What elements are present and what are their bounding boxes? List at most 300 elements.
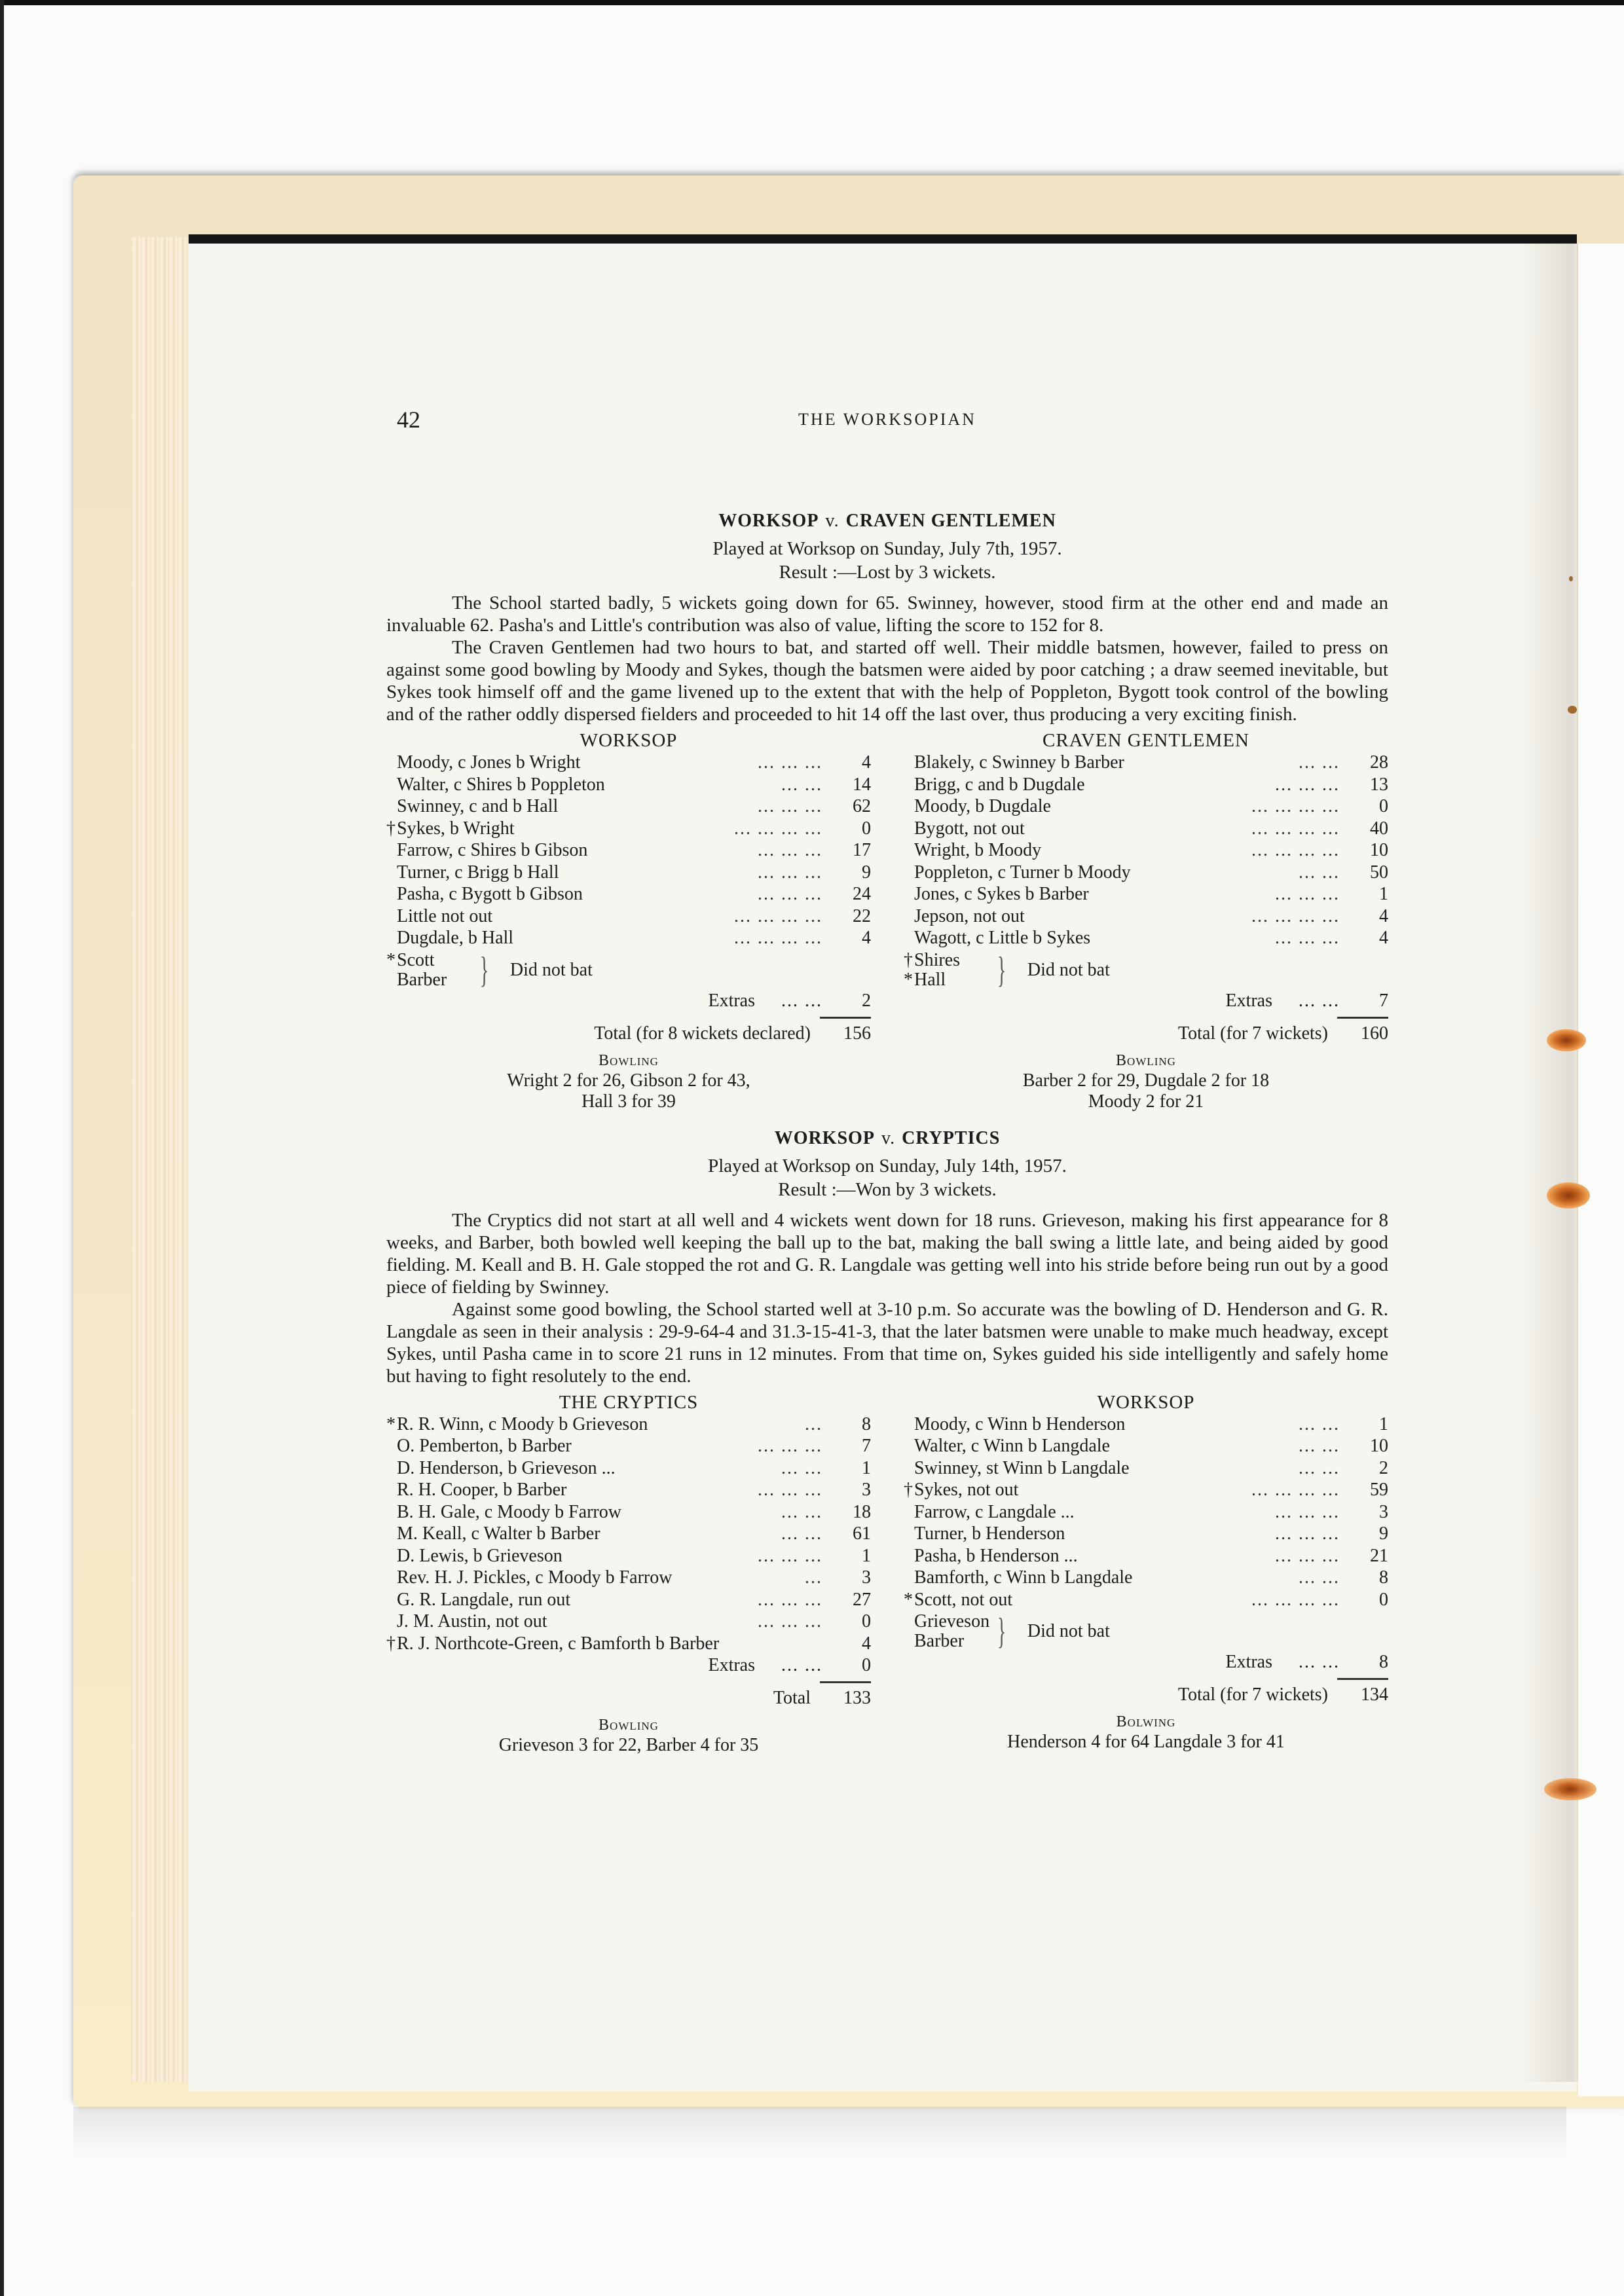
runs-scored: 40: [1370, 818, 1388, 839]
batting-row: [904, 752, 1388, 774]
batsman-text: Jones, c Sykes b Barber: [914, 884, 1089, 904]
bowling-figures: Barber 2 for 29, Dugdale 2 for 18: [1022, 1070, 1270, 1091]
batsman-dismissal: [386, 1523, 781, 1545]
bowling-heading: Bowling: [1116, 1051, 1176, 1069]
leader-dots: ... ...: [1299, 862, 1340, 883]
runs-scored: 62: [853, 796, 871, 816]
runs-scored: 4: [862, 1633, 871, 1654]
scorecards: [386, 1391, 1388, 1757]
leader-dots: ... ...: [781, 990, 822, 1011]
leader-dots: ... ... ... ...: [1251, 1480, 1340, 1500]
batsman-text: Moody, c Winn b Henderson: [914, 1413, 1126, 1434]
leader-dots: ... ... ...: [758, 1480, 822, 1500]
leader-dots: ...: [805, 1413, 822, 1434]
scorecard-craven-gentlemen: [904, 729, 1388, 1112]
extras-value: 8: [1379, 1652, 1388, 1672]
match-title: [386, 1128, 1388, 1149]
leader-dots: ... ... ...: [758, 1545, 822, 1566]
batting-row: [904, 1501, 1388, 1523]
leader-dots: ... ... ...: [758, 840, 822, 860]
batsman-dismissal: [386, 1589, 758, 1611]
batsman-dismissal: [904, 1457, 1299, 1480]
leader-dots: ... ...: [781, 1457, 822, 1478]
leader-dots: ... ... ...: [758, 884, 822, 904]
batting-row: [386, 795, 871, 818]
batting-row: [904, 839, 1388, 862]
batsman-text: Turner, b Henderson: [914, 1523, 1065, 1544]
home-team: WORKSOP: [774, 1127, 875, 1148]
batting-row: [386, 862, 871, 884]
runs-scored: 13: [1370, 774, 1388, 795]
captain-keeper-mark: †: [904, 949, 913, 970]
batsman-dismissal: [904, 862, 1299, 884]
total-label: Total (for 7 wickets): [1178, 1023, 1328, 1044]
batsman-dismissal: [386, 795, 758, 818]
team-heading: THE CRYPTICS: [559, 1391, 699, 1413]
captain-keeper-mark: †: [904, 1480, 913, 1500]
report-paragraph: The Craven Gentlemen had two hours to bat, and started off well. Their middle batsmen, however, failed to press on against some good bowling by Moody and Sykes, though the batsmen were aided by poor catching ; a draw seemed inevitable, but Sykes took himself off and the game livened up to the extent that with the help of Poppleton, Bygott took control of the bowling and of the rather oddly dispersed fielders and proceeded to hit 14 off the last over, thus producing a very exciting finish.: [386, 637, 1388, 725]
captain-keeper-mark: †: [386, 818, 396, 839]
runs-scored: 1: [862, 1545, 871, 1566]
batsman-text: Brigg, c and b Dugdale: [914, 774, 1085, 795]
leader-dots: ... ...: [1299, 1413, 1340, 1434]
batsman-dismissal: [386, 818, 734, 840]
batsman-text: Moody, b Dugdale: [914, 796, 1051, 816]
total-label: Total (for 7 wickets): [1178, 1685, 1328, 1705]
batting-row: [904, 1479, 1388, 1501]
away-team: CRAVEN GENTLEMEN: [845, 511, 1056, 531]
bowling-figures: Wright 2 for 26, Gibson 2 for 43,: [507, 1070, 750, 1091]
facing-page-edge: [1578, 244, 1624, 2096]
leader-dots: ... ... ...: [758, 752, 822, 773]
runs-scored: 1: [862, 1457, 871, 1478]
report-paragraph: The School started badly, 5 wickets going down for 65. Swinney, however, stood firm at the other end and made an invaluable 62. Pasha's and Little's contribution was also of value, lifting the score to 152 for 8.: [386, 592, 1388, 636]
total-rule: [1337, 1017, 1388, 1019]
batting-row: [386, 1567, 871, 1589]
did-not-bat-label: Did not bat: [1027, 959, 1110, 980]
leader-dots: ... ... ... ...: [1251, 840, 1340, 860]
runs-scored: 59: [1370, 1480, 1388, 1500]
batting-row: [386, 774, 871, 796]
batsman-text: Wagott, c Little b Sykes: [914, 928, 1091, 948]
total-row: [386, 1023, 871, 1044]
batsman-text: R. H. Cooper, b Barber: [397, 1480, 567, 1500]
leader-dots: ... ...: [1299, 990, 1340, 1011]
batsman-dismissal: [386, 1413, 805, 1436]
batsman-dismissal: [386, 839, 758, 862]
did-not-bat-player: [904, 949, 993, 970]
bowling-heading: Bowling: [599, 1051, 659, 1069]
batsman-text: Farrow, c Shires b Gibson: [397, 840, 588, 860]
did-not-bat-player: [386, 949, 475, 970]
leader-dots: ... ...: [1299, 752, 1340, 773]
captain-keeper-mark: †: [386, 1633, 396, 1654]
did-not-bat-players: [904, 949, 993, 990]
team-heading: WORKSOP: [1097, 1391, 1195, 1413]
page-number: 42: [397, 407, 420, 433]
away-team: CRYPTICS: [902, 1127, 1001, 1148]
runs-scored: 3: [1379, 1501, 1388, 1522]
leader-dots: ... ... ...: [758, 1611, 822, 1631]
runs-scored: 18: [853, 1501, 871, 1522]
runs-scored: 22: [853, 905, 871, 926]
batting-row: [386, 1435, 871, 1457]
leader-dots: ... ... ...: [1275, 1523, 1340, 1544]
leader-dots: ... ...: [1299, 1436, 1340, 1456]
team-heading: WORKSOP: [580, 730, 678, 751]
batsman-text: Poppleton, c Turner b Moody: [914, 862, 1131, 883]
leader-dots: ... ... ... ...: [1251, 796, 1340, 816]
versus: v.: [881, 1127, 896, 1148]
batting-row: [386, 1611, 871, 1633]
batsman-text: D. Henderson, b Grieveson ...: [397, 1457, 616, 1478]
batting-row: [386, 839, 871, 862]
batsman-dismissal: [904, 927, 1275, 949]
leader-dots: ... ... ... ...: [1251, 1589, 1340, 1610]
extras-value: 2: [862, 990, 871, 1011]
total-rule: [820, 1681, 871, 1683]
batsman-text: R. R. Winn, c Moody b Grieveson: [397, 1413, 648, 1434]
leader-dots: ... ... ...: [758, 796, 822, 816]
batsman-dismissal: [386, 1435, 758, 1457]
batsman-text: Moody, c Jones b Wright: [397, 752, 581, 773]
versus: v.: [825, 511, 840, 531]
batsman-text: Pasha, b Henderson ...: [914, 1545, 1078, 1566]
runs-scored: 17: [853, 840, 871, 860]
foxing-stain: [1547, 1182, 1590, 1209]
player-name: Barber: [397, 969, 447, 990]
captain-keeper-mark: *: [904, 969, 913, 990]
batsman-text: Pasha, c Bygott b Gibson: [397, 884, 583, 904]
runs-scored: 0: [862, 818, 871, 839]
page-gutter: [1519, 244, 1578, 2082]
batsman-dismissal: [904, 1501, 1275, 1523]
did-not-bat-player: [904, 969, 993, 990]
speck: [1569, 576, 1573, 581]
runs-scored: 21: [1370, 1545, 1388, 1566]
brace-icon: }: [997, 949, 1006, 991]
speck: [1568, 706, 1577, 714]
batting-row: [386, 905, 871, 928]
batsman-dismissal: [904, 818, 1251, 840]
batsman-dismissal: [904, 883, 1275, 905]
total-value: 133: [843, 1688, 871, 1708]
extras-value: 7: [1379, 990, 1388, 1011]
scorecard-worksop: [904, 1391, 1388, 1757]
match-title: [386, 511, 1388, 532]
batsman-text: Bamforth, c Winn b Langdale: [914, 1567, 1133, 1588]
batting-row: [386, 1501, 871, 1523]
batsman-dismissal: [904, 795, 1251, 818]
match-result: Result :—Won by 3 wickets.: [778, 1178, 997, 1200]
extras-label: Extras: [708, 1655, 755, 1675]
match-report: [386, 1128, 1388, 1757]
leader-dots: ... ... ...: [758, 1589, 822, 1610]
total-row: [386, 1687, 871, 1709]
leader-dots: ... ... ...: [1275, 774, 1340, 795]
scan-edge-left: [0, 0, 4, 2296]
scorecard-cryptics: [386, 1391, 871, 1757]
batting-row: [386, 818, 871, 840]
leader-dots: ... ...: [1299, 1567, 1340, 1588]
batting-row: [904, 1589, 1388, 1611]
leader-dots: ... ... ... ...: [1251, 905, 1340, 926]
batsman-dismissal: [386, 752, 758, 774]
extras-label: Extras: [1225, 1652, 1272, 1672]
match-report: [386, 511, 1388, 1112]
leader-dots: ... ...: [1299, 1652, 1340, 1672]
runs-scored: 9: [1379, 1523, 1388, 1544]
bowling-figures: Moody 2 for 21: [1088, 1091, 1204, 1112]
total-label: Total (for 8 wickets declared): [594, 1023, 811, 1044]
runs-scored: 4: [1379, 928, 1388, 948]
total-row: [904, 1684, 1388, 1705]
leader-dots: ... ... ...: [1275, 928, 1340, 948]
total-rule: [820, 1017, 871, 1019]
bowling-figures: Henderson 4 for 64 Langdale 3 for 41: [1007, 1732, 1285, 1752]
leader-dots: ... ...: [781, 774, 822, 795]
batting-row: [904, 905, 1388, 928]
extras-value: 0: [862, 1655, 871, 1675]
brace-icon: }: [479, 949, 489, 991]
batsman-text: Little not out: [397, 905, 493, 926]
batsman-text: Wright, b Moody: [914, 840, 1042, 860]
batsman-dismissal: [904, 1567, 1299, 1589]
extras-row: [904, 1651, 1388, 1673]
batsman-text: O. Pemberton, b Barber: [397, 1436, 572, 1456]
foxing-stain: [1547, 1029, 1586, 1051]
batsman-text: R. J. Northcote-Green, c Bamforth b Barber: [397, 1633, 720, 1654]
batting-row: [386, 1523, 871, 1545]
batsman-text: Dugdale, b Hall: [397, 928, 514, 948]
batting-row: [386, 927, 871, 949]
runs-scored: 0: [1379, 1589, 1388, 1610]
batsman-text: Walter, c Winn b Langdale: [914, 1436, 1110, 1456]
page-edges: [131, 237, 190, 2082]
runs-scored: 24: [853, 884, 871, 904]
batsman-text: Swinney, st Winn b Langdale: [914, 1457, 1130, 1478]
batsman-dismissal: [904, 752, 1299, 774]
bowling-figures: Hall 3 for 39: [581, 1091, 676, 1112]
leader-dots: ... ... ...: [1275, 1545, 1340, 1566]
extras-row: [386, 990, 871, 1011]
report-paragraph: The Cryptics did not start at all well and 4 wickets went down for 18 runs. Grieveson, making his first appearance for 8 weeks, and Barber, both bowled well keeping the ball up to the bat, making the ball swing a little late, and being aided by good fielding. M. Keall and B. H. Gale stopped the rot and G. R. Langdale was getting well into his stride before being run out by a good piece of fielding by Swinney.: [386, 1209, 1388, 1298]
did-not-bat-group: [904, 1612, 1388, 1651]
batting-row: [904, 795, 1388, 818]
leader-dots: ... ... ...: [1275, 884, 1340, 904]
captain-keeper-mark: *: [386, 949, 396, 970]
batsman-text: Bygott, not out: [914, 818, 1025, 839]
batting-row: [904, 1523, 1388, 1545]
leader-dots: ... ... ... ...: [734, 818, 822, 839]
runs-scored: 10: [1370, 840, 1388, 860]
did-not-bat-group: [386, 951, 871, 990]
batsman-text: B. H. Gale, c Moody b Farrow: [397, 1501, 621, 1522]
did-not-bat-label: Did not bat: [1027, 1621, 1110, 1641]
batsman-dismissal: [386, 1479, 758, 1501]
batsman-text: Sykes, not out: [914, 1480, 1019, 1500]
runs-scored: 9: [862, 862, 871, 883]
batsman-dismissal: [386, 1633, 822, 1655]
captain-keeper-mark: *: [904, 1589, 913, 1610]
cover-shadow: [73, 2107, 1566, 2159]
report-paragraph: Against some good bowling, the School started well at 3-10 p.m. So accurate was the bowling of D. Henderson and G. R. Langdale as seen in their analysis : 29-9-64-4 and 31.3-15-41-3, that the later batsmen were unable to make much headway, except Sykes, until Pasha came in to score 21 runs in 12 minutes. From that time on, Sykes guided his side intelligently and safely home but having to fight resolutely to the end.: [386, 1298, 1388, 1387]
runs-scored: 0: [1379, 796, 1388, 816]
leader-dots: ... ...: [781, 1501, 822, 1522]
leader-dots: ... ... ... ...: [1251, 818, 1340, 839]
batsman-dismissal: [904, 774, 1275, 796]
did-not-bat-player: [914, 1612, 993, 1631]
batsman-dismissal: [904, 1545, 1275, 1567]
did-not-bat-player: [914, 1631, 993, 1651]
batsman-text: Swinney, c and b Hall: [397, 796, 559, 816]
batting-row: [904, 1413, 1388, 1436]
player-name: Barber: [914, 1631, 965, 1651]
batsman-text: Turner, c Brigg b Hall: [397, 862, 559, 883]
match-venue-date: Played at Worksop on Sunday, July 7th, 1957.: [712, 538, 1062, 559]
extras-label: Extras: [1225, 990, 1272, 1011]
player-name: Shires: [914, 949, 960, 970]
batsman-text: J. M. Austin, not out: [397, 1611, 547, 1631]
team-heading: CRAVEN GENTLEMEN: [1043, 730, 1249, 751]
runs-scored: 2: [1379, 1457, 1388, 1478]
batsman-text: D. Lewis, b Grieveson: [397, 1545, 563, 1566]
batsman-text: Walter, c Shires b Poppleton: [397, 774, 605, 795]
batting-row: [386, 1479, 871, 1501]
batsman-dismissal: [904, 1435, 1299, 1457]
batting-row: [904, 1435, 1388, 1457]
extras-row: [904, 990, 1388, 1011]
leader-dots: ... ...: [781, 1655, 822, 1675]
bowling-figures: Grieveson 3 for 22, Barber 4 for 35: [498, 1735, 759, 1755]
batsman-dismissal: [386, 905, 734, 928]
bowling-heading: Bowling: [599, 1717, 659, 1734]
leader-dots: [822, 1633, 834, 1655]
batsman-text: Farrow, c Langdale ...: [914, 1501, 1075, 1522]
batting-row: [904, 862, 1388, 884]
did-not-bat-players: [914, 1612, 993, 1651]
batting-row: [386, 1589, 871, 1611]
runs-scored: 1: [1379, 884, 1388, 904]
batsman-dismissal: [386, 1457, 781, 1480]
brace-icon: }: [997, 1611, 1006, 1652]
leader-dots: ... ...: [781, 1523, 822, 1544]
leader-dots: ... ... ...: [758, 862, 822, 883]
runs-scored: 3: [862, 1567, 871, 1588]
runs-scored: 8: [862, 1413, 871, 1434]
batting-row: [904, 883, 1388, 905]
batting-row: [386, 883, 871, 905]
page-content: [386, 406, 1388, 1756]
captain-keeper-mark: *: [386, 1413, 396, 1434]
runs-scored: 28: [1370, 752, 1388, 773]
runs-scored: 27: [853, 1589, 871, 1610]
batsman-dismissal: [386, 862, 758, 884]
player-name: Scott: [397, 949, 435, 970]
batsman-dismissal: [904, 839, 1251, 862]
leader-dots: ... ... ...: [1275, 1501, 1340, 1522]
batsman-dismissal: [904, 905, 1251, 928]
batting-row: [386, 1633, 871, 1655]
total-rule: [1337, 1678, 1388, 1680]
total-value: 156: [843, 1023, 871, 1044]
batsman-text: Jepson, not out: [914, 905, 1025, 926]
batsman-dismissal: [386, 1545, 758, 1567]
match-venue-date: Played at Worksop on Sunday, July 14th, 1957.: [708, 1155, 1067, 1176]
runs-scored: 0: [862, 1611, 871, 1631]
leader-dots: ... ... ... ...: [734, 905, 822, 926]
foxing-stain: [1544, 1778, 1596, 1800]
batsman-text: Sykes, b Wright: [397, 818, 515, 839]
batsman-text: Rev. H. J. Pickles, c Moody b Farrow: [397, 1567, 673, 1588]
leader-dots: ... ... ...: [758, 1436, 822, 1456]
scan-edge-top: [0, 0, 1624, 5]
runs-scored: 1: [1379, 1413, 1388, 1434]
batsman-dismissal: [904, 1523, 1275, 1545]
runs-scored: 7: [862, 1436, 871, 1456]
scorecard-worksop: [386, 729, 871, 1112]
batting-row: [904, 1545, 1388, 1567]
match-result: Result :—Lost by 3 wickets.: [779, 562, 996, 583]
scorecards: [386, 729, 1388, 1112]
bowling-heading: Bolwing: [1116, 1713, 1176, 1730]
batting-row: [904, 1567, 1388, 1589]
extras-label: Extras: [708, 990, 755, 1011]
batsman-dismissal: [386, 883, 758, 905]
total-value: 160: [1361, 1023, 1388, 1044]
batting-row: [386, 1545, 871, 1567]
running-head: [386, 406, 1388, 445]
total-value: 134: [1361, 1685, 1388, 1705]
journal-title: THE WORKSOPIAN: [798, 410, 976, 429]
batsman-dismissal: [386, 927, 734, 949]
player-name: Hall: [914, 969, 946, 990]
did-not-bat-label: Did not bat: [509, 959, 593, 980]
batting-row: [386, 752, 871, 774]
leader-dots: ... ...: [1299, 1457, 1340, 1478]
batsman-dismissal: [386, 1501, 781, 1523]
runs-scored: 4: [1379, 905, 1388, 926]
runs-scored: 4: [862, 752, 871, 773]
batting-row: [904, 1457, 1388, 1480]
batsman-dismissal: [904, 1479, 1251, 1501]
player-name: Grieveson: [914, 1611, 990, 1631]
batting-row: [386, 1457, 871, 1480]
batting-row: [904, 774, 1388, 796]
batsman-dismissal: [386, 1611, 758, 1633]
total-label: Total: [773, 1688, 811, 1708]
leader-dots: ...: [805, 1567, 822, 1588]
batsman-text: M. Keall, c Walter b Barber: [397, 1523, 600, 1544]
extras-row: [386, 1654, 871, 1676]
batting-row: [904, 927, 1388, 949]
batting-row: [904, 818, 1388, 840]
total-row: [904, 1023, 1388, 1044]
batsman-dismissal: [386, 1567, 805, 1589]
batsman-text: G. R. Langdale, run out: [397, 1589, 571, 1610]
home-team: WORKSOP: [718, 511, 819, 531]
runs-scored: 10: [1370, 1436, 1388, 1456]
batsman-text: Blakely, c Swinney b Barber: [914, 752, 1124, 773]
leader-dots: ... ... ... ...: [734, 928, 822, 948]
runs-scored: 3: [862, 1480, 871, 1500]
did-not-bat-group: [904, 951, 1388, 990]
runs-scored: 50: [1370, 862, 1388, 883]
runs-scored: 61: [853, 1523, 871, 1544]
runs-scored: 4: [862, 928, 871, 948]
batsman-dismissal: [904, 1589, 1251, 1611]
runs-scored: 8: [1379, 1567, 1388, 1588]
